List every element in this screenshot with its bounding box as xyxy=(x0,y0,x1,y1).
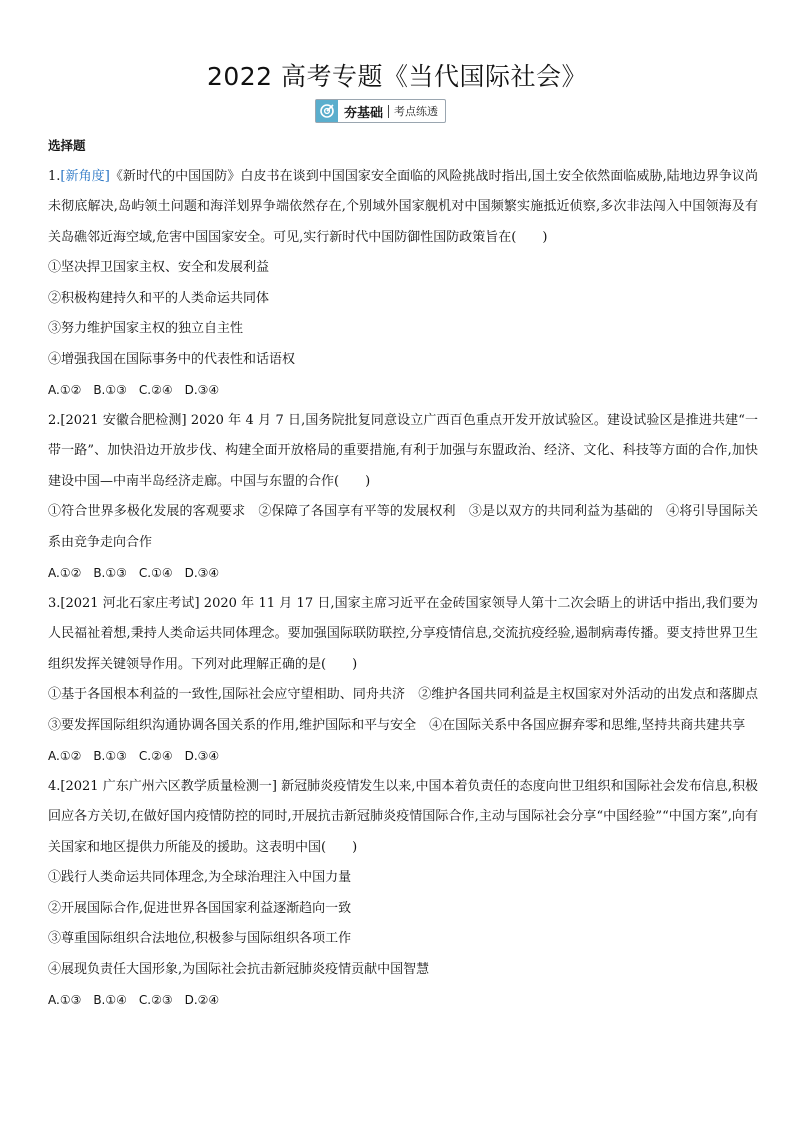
badge-main-label: 夯基础 xyxy=(344,105,384,121)
question-number: 3. xyxy=(48,595,61,611)
question-4 xyxy=(48,772,758,1016)
question-tag: [新角度] xyxy=(60,168,110,184)
option-item: ④增强我国在国际事务中的代表性和话语权 xyxy=(48,351,296,367)
question-text: [2021 广东广州六区教学质量检测一] 新冠肺炎疫情发生以来,中国本着负责任的态度向世卫组织和国际社会发布信息,积极回应各方关切,在做好国内疫情防控的同时,开展抗击新冠肺炎疫情国际合作,主动与国际社会分享“中国经验”“中国方案”,向有关国家和地区提供力所能及的援助。这表明中国( ) xyxy=(48,778,758,855)
question-3 xyxy=(48,589,772,772)
document-title: 2022 高考专题《当代国际社会》 xyxy=(206,62,588,91)
option-item: ③努力维护国家主权的独立自主性 xyxy=(48,321,244,336)
question-number: 2. xyxy=(48,412,61,428)
inline-options: ①基于各国根本利益的一致性,国际社会应守望相助、同舟共济 ②维护各国共同利益是主权国家对外活动的出发点和落脚点 ③要发挥国际组织沟通协调各国关系的作用,维护国际和平与安全 ④在国际关系中各国应摒弃零和思维,坚持共商共建共享 xyxy=(48,687,772,733)
question-number: 1. xyxy=(48,168,61,184)
option-item: ③尊重国际组织合法地位,积极参与国际组织各项工作 xyxy=(48,931,352,946)
badge-sub-label: 考点练透 xyxy=(394,105,439,118)
answer-choices: A.①② B.①③ C.②④ D.③④ xyxy=(48,749,220,763)
question-text: 《新时代的中国国防》白皮书在谈到中国国家安全面临的风险挑战时指出,国土安全依然面临威胁,陆地边界争议尚未彻底解决,岛屿领土问题和海洋划界争端依然存在,个别域外国家舰机对中国频繁实施抵近侦察,多次非法闯入中国领海及有关岛礁邻近海空域,危害中国国家安全。可见,实行新时代中国防御性国防政策旨在( ) xyxy=(48,168,758,245)
answer-choices: A.①② B.①③ C.②④ D.③④ xyxy=(48,383,220,397)
option-item: ②积极构建持久和平的人类命运共同体 xyxy=(48,290,270,306)
question-text: [2021 安徽合肥检测] 2020 年 4 月 7 日,国务院批复同意设立广西百色重点开发开放试验区。建设试验区是推进共建“一带一路”、加快沿边开放步伐、构建全面开放格局的重要措施,有利于加强与东盟政治、经济、文化、科技等方面的合作,加快建设中国—中南半岛经济走廊。中国与东盟的合作( ) xyxy=(48,412,758,489)
option-item: ②开展国际合作,促进世界各国国家利益逐渐趋向一致 xyxy=(48,900,352,916)
question-stem xyxy=(48,772,758,864)
option-item: ①践行人类命运共同体理念,为全球治理注入中国力量 xyxy=(48,870,352,885)
option-item: ①坚决捍卫国家主权、安全和发展利益 xyxy=(48,260,270,275)
answer-choices: A.①③ B.①④ C.②③ D.②④ xyxy=(48,993,220,1007)
question-number: 4. xyxy=(48,778,61,794)
section-heading: 选择题 xyxy=(48,138,86,153)
option-item: ④展现负责任大国形象,为国际社会抗击新冠肺炎疫情贡献中国智慧 xyxy=(48,961,430,977)
section-badge xyxy=(315,99,446,123)
target-icon xyxy=(316,100,338,122)
question-list xyxy=(48,131,772,1016)
inline-options: ①符合世界多极化发展的客观要求 ②保障了各国享有平等的发展权利 ③是以双方的共同利益为基础的 ④将引导国际关系由竞争走向合作 xyxy=(48,504,758,550)
question-text: [2021 河北石家庄考试] 2020 年 11 月 17 日,国家主席习近平在金砖国家领导人第十二次会晤上的讲话中指出,我们要为人民福祉着想,秉持人类命运共同体理念。要加强国际联防联控,分享疫情信息,交流抗疫经验,遏制病毒传播。要支持世界卫生组织发挥关键领导作用。下列对此理解正确的是( ) xyxy=(48,595,758,672)
question-stem xyxy=(48,406,758,498)
question-stem xyxy=(48,589,758,681)
question-stem xyxy=(48,162,758,254)
answer-choices: A.①② B.①③ C.①④ D.③④ xyxy=(48,566,220,580)
question-1 xyxy=(48,162,758,406)
question-2 xyxy=(48,406,758,589)
